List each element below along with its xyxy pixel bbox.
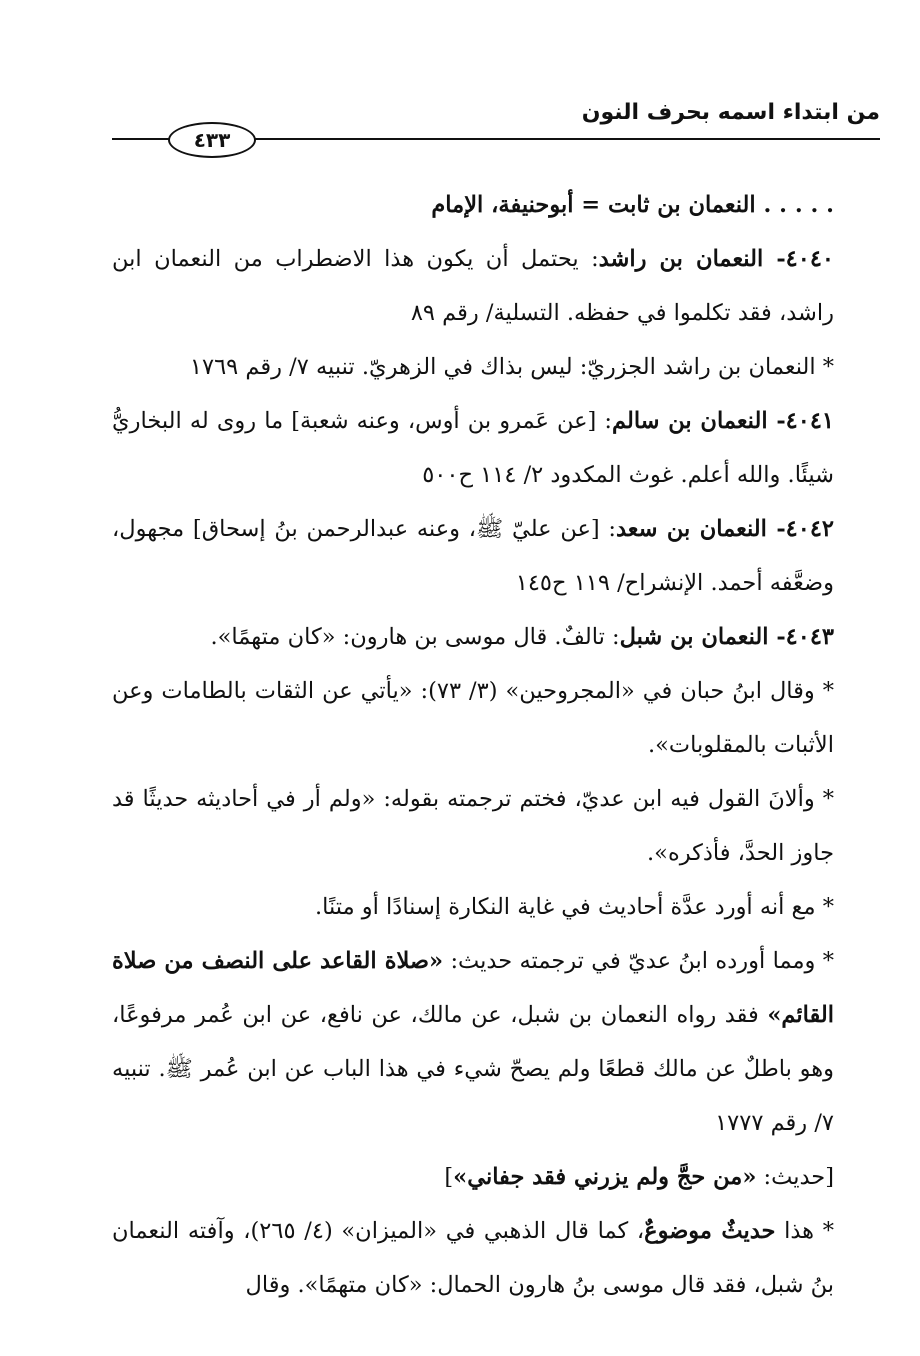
- note-text: ، كما قال الذهبي في «الميزان» (٤/ ٢٦٥)، وآفته النعمان بنُ شبل، فقد قال موسى بنُ هارون الحمال: «كان متهمًا». وقال: [112, 1218, 834, 1298]
- note-text: * وألانَ القول فيه ابن عديّ، فختم ترجمته بقوله: «ولم أر في أحاديثه حديثًا قد جاوز الحدَّ، فأذكره».: [112, 786, 834, 866]
- page-number: ٤٣٣: [193, 128, 231, 152]
- note-text: فقد رواه النعمان بن شبل، عن مالك، عن نافع، عن ابن عُمر مرفوعًا، وهو باطلٌ عن مالك قطعًا ولم يصحّ شيء في هذا الباب عن ابن عُمر ﷺ. تنبيه ٧/ رقم ١٧٧٧: [112, 1002, 834, 1136]
- entry-name: النعمان بن سالم: [612, 408, 768, 434]
- entry-text: : تالفٌ. قال موسى بن هارون: «كان متهمًا».: [210, 624, 620, 650]
- entry-number: ٤٠٤٠-: [763, 246, 834, 272]
- ellipsis-dots: . . . . .: [763, 192, 834, 218]
- verdict-text: حديثٌ موضوعٌ: [644, 1218, 776, 1244]
- note-text: * مع أنه أورد عدَّة أحاديث في غاية النكارة إسنادًا أو متنًا.: [314, 894, 834, 920]
- entry-name: النعمان بن سعد: [615, 516, 767, 542]
- entry-number: ٤٠٤٣-: [768, 624, 834, 650]
- entry-4042: [112, 502, 880, 610]
- note-paragraph: [112, 664, 880, 772]
- note-paragraph: [112, 934, 880, 1150]
- entry-text: : [عن عليّ ﷺ، وعنه عبدالرحمن بنُ إسحاق] مجهول، وضعَّفه أحمد. الإنشراح/ ١١٩ ح١٤٥: [112, 516, 834, 596]
- note-text: * النعمان بن راشد الجزريّ: ليس بذاك في الزهريّ. تنبيه ٧/ رقم ١٧٦٩: [189, 354, 834, 380]
- note-lead: * ومما أورده ابنُ عديّ في ترجمته حديث:: [443, 948, 835, 974]
- note-paragraph: [112, 880, 880, 934]
- note-text: * وقال ابنُ حبان في «المجروحين» (٣/ ٧٣): «يأتي عن الثقات بالطامات وعن الأثبات بالمقلوبات».: [112, 678, 835, 758]
- entry-crossref: [112, 178, 880, 232]
- hadith-quote: «من حجَّ ولم يزرني فقد جفاني»: [453, 1164, 757, 1190]
- entry-4040: [112, 232, 880, 340]
- entry-number: ٤٠٤٢-: [766, 516, 834, 542]
- entry-number: ٤٠٤١-: [767, 408, 835, 434]
- running-title: من ابتداء اسمه بحرف النون: [581, 100, 880, 125]
- heading-lead: [حديث:: [756, 1164, 834, 1190]
- hadith-quote: «صلاة القاعد على النصف من صلاة القائم»: [112, 948, 834, 1028]
- entry-4043: [112, 610, 880, 664]
- hadith-heading: [112, 1150, 880, 1204]
- body-text: [112, 178, 880, 1312]
- entry-title: النعمان بن ثابت = أبوحنيفة، الإمام: [431, 192, 756, 218]
- entry-name: النعمان بن راشد: [598, 246, 764, 272]
- note-paragraph: [112, 1204, 880, 1312]
- page-number-badge: [168, 122, 256, 158]
- note-paragraph: [112, 340, 880, 394]
- entry-name: النعمان بن شبل: [619, 624, 769, 650]
- heading-close: ]: [444, 1164, 454, 1190]
- entry-text: : يحتمل أن يكون هذا الاضطراب من النعمان ابن راشد، فقد تكلموا في حفظه. التسلية/ رقم ٨٩: [112, 246, 834, 326]
- note-lead: * هذا: [775, 1218, 834, 1244]
- entry-text: : [عن عَمرو بن أوس، وعنه شعبة] ما روى له البخاريُّ شيئًا. والله أعلم. غوث المكدود ٢/ ١١٤ ح٥٠٠: [112, 408, 834, 488]
- note-paragraph: [112, 772, 880, 880]
- entry-4041: [112, 394, 880, 502]
